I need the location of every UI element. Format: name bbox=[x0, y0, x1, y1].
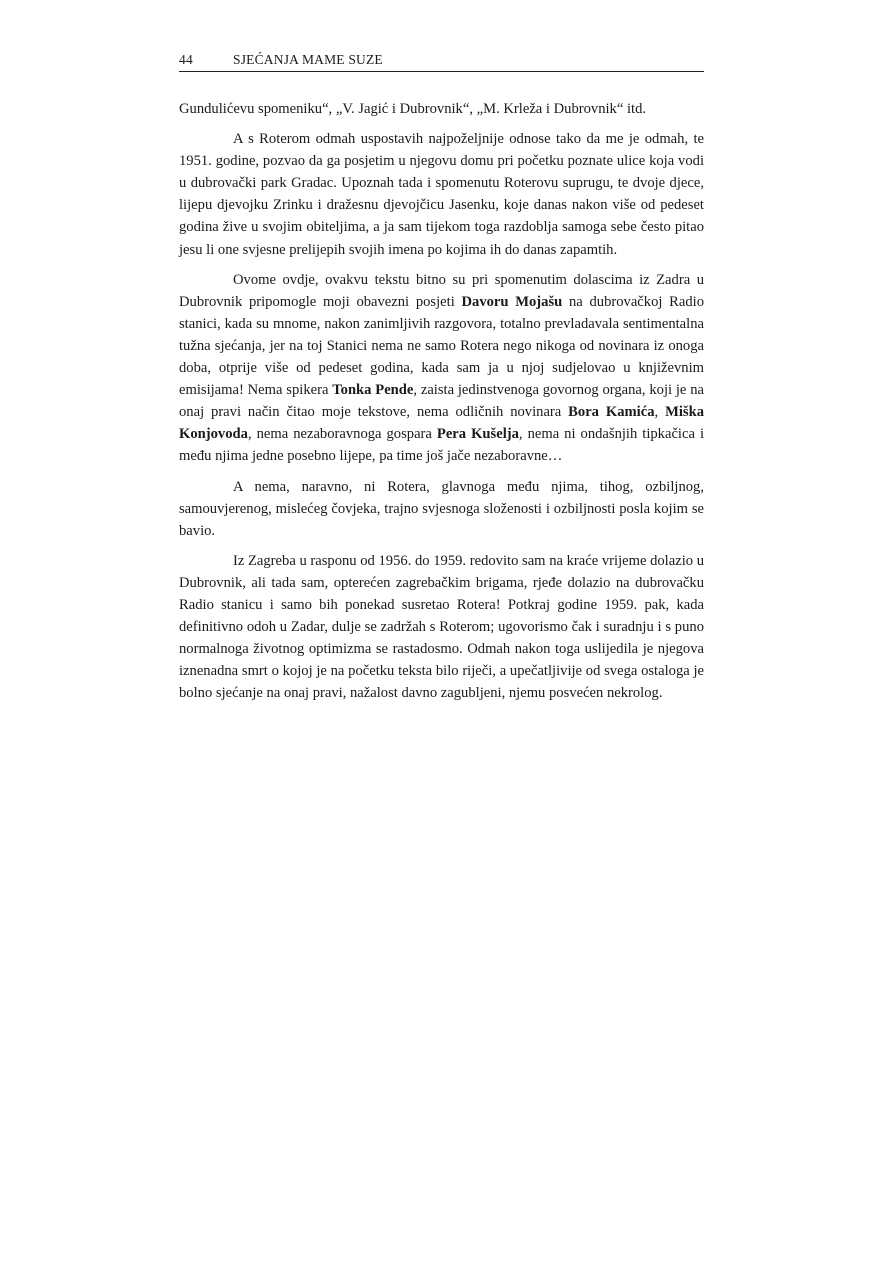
paragraph bbox=[179, 550, 704, 705]
bold-name: Pera Kušelja bbox=[436, 426, 519, 443]
paragraph bbox=[179, 128, 704, 261]
paragraph-text: Iz Zagreba u rasponu od 1956. do 1959. redovito sam na kraće vrijeme dolazio u Dubrovnik, ali tada sam, opterećen zagrebačkim brigama, rjeđe dolazio na dubrovačku Radio stanicu i samo bih ponekad susretao Rotera! Potkraj godine 1959. pak, kada definitivno odoh u Zadar, dulje se zadržah s Roterom; ugovorismo čak i suradnju i s puno normalnoga životnog optimizma se rastadosmo. Odmah nakon toga uslijedila je njegova iznenadna smrt o kojoj je na početku teksta bilo riječi, a upečatljivije od svega ostaloga je bolno sjećanje na onaj pravi, nažalost davno zagubljeni, njemu posvećen nekrolog. bbox=[179, 552, 704, 702]
bold-name: Miška Konjovoda bbox=[179, 404, 704, 443]
bold-name: Davoru Mojašu bbox=[461, 293, 563, 310]
bold-name: Bora Kamića bbox=[568, 404, 655, 421]
paragraph-text: A nema, naravno, ni Rotera, glavnoga među njima, tihog, ozbiljnog, samouvjerenog, mislećeg čovjeka, trajno svjesnoga složenosti i ozbiljnosti posla kojim se bavio. bbox=[179, 478, 704, 539]
paragraph-text: , nema ni ondašnjih tipkačica i među njima jedne posebno lijepe, pa time još jače nezaboravne… bbox=[179, 426, 704, 465]
paragraph-text: Gundulićevu spomeniku“, „V. Jagić i Dubrovnik“, „M. Krleža i Dubrovnik“ itd. bbox=[179, 101, 647, 117]
book-title: SJEĆANJA MAME SUZE bbox=[233, 52, 383, 67]
paragraph-text: na dubrovačkoj Radio stanici, kada su mnome, nakon zanimljivih razgovora, totalno prevladavala sentimentalna tužna sjećanja, jer na toj Stanici nema ne samo Rotera nego nikoga od novinara iz onoga doba, otprije više od pedeset godina, kada sam ja u njoj sudjelovao u književnim emisijama! Nema spikera bbox=[179, 293, 705, 399]
paragraph-text: , zaista jedinstvenoga govornog organa, koji je na onaj pravi način čitao moje tekstove, nema odličnih novinara bbox=[179, 382, 704, 421]
paragraph-text: Ovome ovdje, ovakvu tekstu bitno su pri spomenutim dolascima iz Zadra u Dubrovnik pripomogle moji obavezni posjeti bbox=[179, 271, 704, 310]
paragraph bbox=[179, 269, 704, 468]
paragraph-text: , bbox=[654, 404, 666, 421]
body-text bbox=[179, 98, 704, 704]
paragraph-text: , nema nezaboravnoga gospara bbox=[247, 426, 437, 443]
book-page bbox=[179, 52, 704, 712]
paragraph bbox=[179, 476, 704, 542]
bold-name: Tonka Pende bbox=[332, 382, 414, 399]
paragraph-text: A s Roterom odmah uspostavih najpoželjnije odnose tako da me je odmah, te 1951. godine, pozvao da ga posjetim u njegovu domu pri početku poznate ulice koja vodi u dubrovački park Gradac. Upoznah tada i spomenutu Roterovu suprugu, te dvoje djece, lijepu djevojku Zrinku i dražesnu djevojčicu Jasenku, koje danas nakon više od pedeset godina žive u svojim obiteljima, a ja sam tijekom toga razdoblja samoga sebe često pitao jesu li one svjesne prelijepih svojih imena po kojima ih do danas zapamtih. bbox=[179, 131, 704, 258]
running-header bbox=[179, 52, 704, 72]
paragraph bbox=[179, 98, 704, 120]
page-number: 44 bbox=[179, 52, 193, 67]
